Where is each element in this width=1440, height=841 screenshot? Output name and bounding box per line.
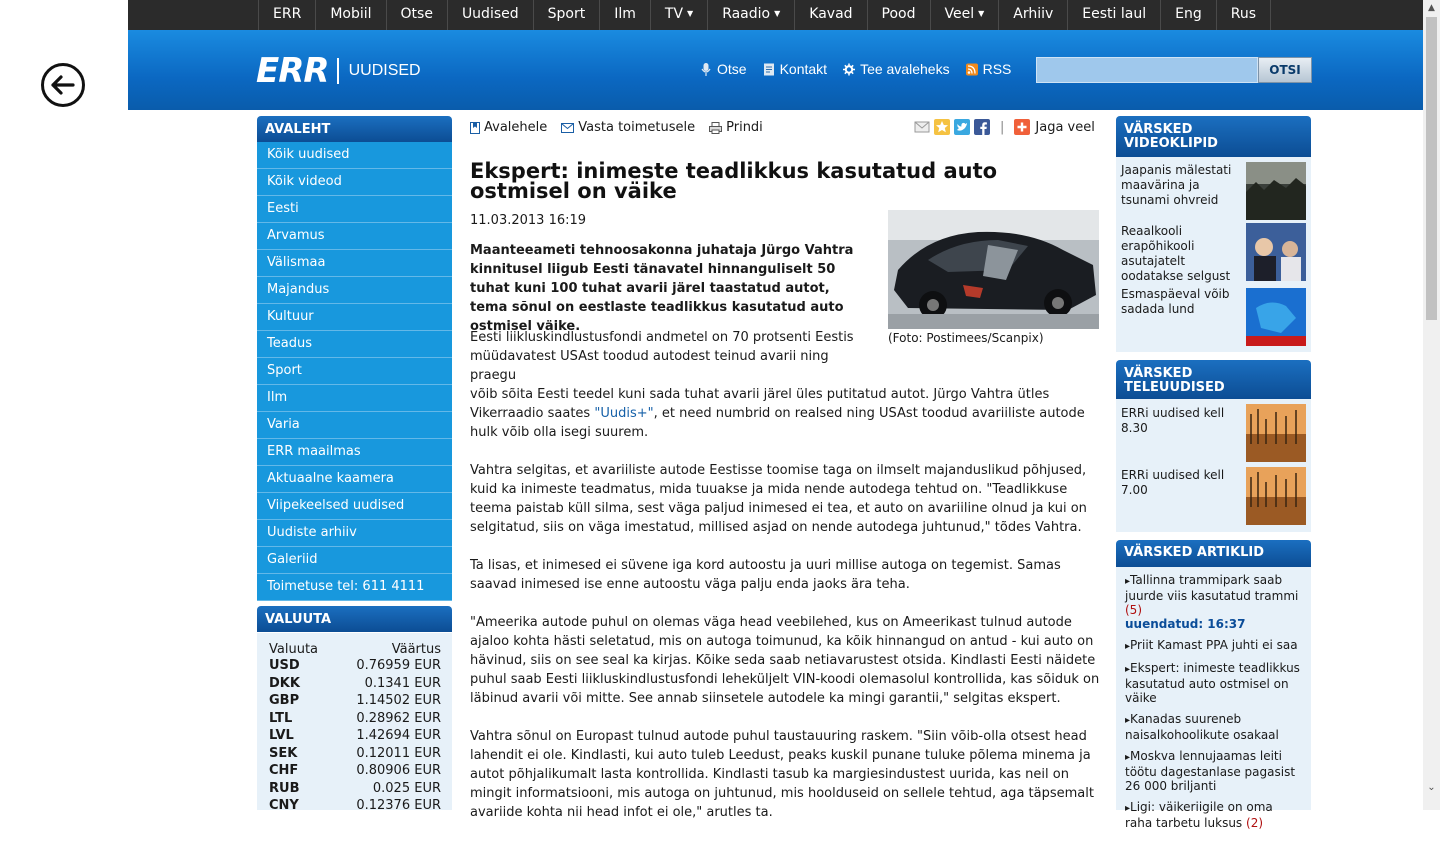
article-paragraph-1b: [470, 385, 1100, 442]
bullet-arrow-icon: ▸: [1125, 752, 1131, 763]
logo-text: ERR: [256, 51, 329, 91]
article-list-text: Kanadas suureneb naisalkohoolikute osakaal: [1125, 712, 1279, 742]
top-nav-item-rus[interactable]: [1217, 0, 1271, 30]
header-link-otse-label: Otse: [717, 61, 747, 77]
bookmark-icon: [470, 122, 480, 134]
header-link-kontakt-label: Kontakt: [779, 61, 828, 77]
chevron-down-icon: ▼: [774, 9, 781, 18]
photo-caption: (Foto: Postimees/Scanpix): [888, 331, 1044, 345]
currency-code: CNY: [269, 798, 299, 813]
bullet-arrow-icon: ▸: [1125, 576, 1131, 587]
videoclips-title: [1116, 116, 1311, 157]
top-nav-item-ilm[interactable]: [600, 0, 651, 30]
search-button[interactable]: OTSI: [1258, 57, 1312, 83]
header-link-rss[interactable]: [966, 61, 1012, 77]
err-logo[interactable]: [256, 51, 421, 91]
article-tools: [470, 120, 763, 135]
top-nav-label: ERR: [273, 6, 302, 22]
top-nav-item-tv[interactable]: [651, 0, 708, 30]
rss-icon: [966, 63, 978, 76]
videoclip-thumb-2[interactable]: [1246, 223, 1306, 281]
value-col-label: Väärtus: [391, 642, 441, 657]
arrow-left-icon: [50, 72, 76, 98]
sidebar-item[interactable]: Viipekeelsed uudised: [257, 493, 452, 520]
sidebar-item[interactable]: Aktuaalne kaamera: [257, 466, 452, 493]
teleuudised-thumb-1[interactable]: [1246, 404, 1306, 462]
article-paragraph-1a: Eesti liikluskindlustusfondi andmetel on 70 protsenti Eestis müüdavatest USAst toodud autodest teinud avarii ning praegu: [470, 330, 854, 383]
top-nav-item-otse[interactable]: [387, 0, 448, 30]
sidebar-item[interactable]: Uudiste arhiiv: [257, 520, 452, 547]
printer-icon: [709, 122, 722, 134]
facebook-icon[interactable]: [974, 119, 990, 135]
logo-separator: [337, 58, 339, 84]
print-link[interactable]: [709, 120, 763, 135]
sidebar-item[interactable]: Galeriid: [257, 547, 452, 574]
article-lead: Maanteeameti tehnoosakonna juhataja Jürgo Vahtra kinnitusel liigub Eesti tänavatel hinnanguliselt 50 tuhat kuni 100 tuhat avarii järel taastatud autot, tema sõnul on eestlaste teadlikkus kasutatud auto ostmisel väike.: [470, 243, 854, 334]
header-link-homepage[interactable]: [843, 61, 950, 77]
header-link-rss-label: RSS: [982, 61, 1012, 77]
top-navigation: [128, 0, 1423, 30]
sidebar-item[interactable]: Teadus: [257, 331, 452, 358]
article-paragraph-3: Ta lisas, et inimesed ei süvene iga kord autoostu ja uuri millise autoga on tegemist. Samas saavad inimesed ise enne autoostu väga palju enda jaoks ära teha.: [470, 558, 1061, 592]
top-nav-item-eesti-laul[interactable]: [1068, 0, 1161, 30]
top-nav-item-sport[interactable]: [534, 0, 601, 30]
article-paragraph-2: Vahtra selgitas, et avariiliste autode Eestisse toomise taga on ilmselt majanduslikud põhjused, kuid ka inimeste teadmatus, mida tuuakse ja mida nende autodega tehtud on. "Teadlikkuse teema paistab küll silma, sest väga paljud inimesed ei tea, et auto on avariiline olnud ja kui on selgitatud, siis on väga imestatud, millised asjad on nende autodega juhtunud," tõdes Vahtra.: [470, 463, 1087, 535]
sidebar-item[interactable]: Arvamus: [257, 223, 452, 250]
share-bar: [914, 119, 1095, 135]
left-panel: [0, 0, 128, 810]
article-list-text: Moskva lennujaamas leiti töötu dagestanlase pagasist 26 000 briljanti: [1125, 749, 1296, 793]
currency-value: 1.42694 EUR: [356, 728, 441, 743]
chevron-down-icon: ▼: [687, 9, 694, 18]
scrollbar-thumb[interactable]: [1426, 17, 1437, 320]
back-button[interactable]: [41, 63, 85, 107]
top-nav-item-eng[interactable]: [1161, 0, 1217, 30]
top-nav-label: Raadio: [722, 6, 771, 22]
top-nav-label: Veel: [944, 6, 975, 22]
gear-icon: [843, 63, 855, 76]
contact-card-icon: [763, 63, 775, 76]
top-nav-item-raadio[interactable]: [708, 0, 795, 30]
header-link-otse[interactable]: [700, 61, 747, 77]
sidebar-item[interactable]: ERR maailmas: [257, 439, 452, 466]
top-nav-label: Rus: [1230, 6, 1256, 22]
envelope-icon: [561, 123, 574, 133]
sidebar-item[interactable]: Kultuur: [257, 304, 452, 331]
top-nav-label: Arhiiv: [1013, 6, 1054, 22]
top-nav-label: Sport: [547, 6, 586, 22]
currency-row: [257, 710, 452, 728]
uudis-plus-link[interactable]: "Uudis+": [594, 406, 654, 421]
top-nav-label: Otse: [400, 6, 433, 22]
header-links: [700, 61, 1011, 77]
article-list-item[interactable]: [1125, 573, 1303, 631]
article-list-item[interactable]: [1125, 800, 1303, 830]
article-list-item[interactable]: [1125, 638, 1303, 654]
videoclip-thumb-1[interactable]: [1246, 162, 1306, 220]
teleuudised-item-2[interactable]: ERRi uudised kell 7.00: [1121, 468, 1225, 497]
currency-value: 0.1341 EUR: [364, 675, 441, 691]
bullet-arrow-icon: ▸: [1125, 715, 1131, 726]
article-body: [470, 328, 1100, 841]
site-header: [128, 30, 1423, 110]
chevron-down-icon: ▼: [978, 9, 985, 18]
article-list-text: Priit Kamast PPA juhti ei saa: [1130, 638, 1298, 652]
currency-header: [257, 633, 452, 657]
top-nav-list: [258, 0, 1271, 30]
videoclips-title-line2: VIDEOKLIPID: [1124, 136, 1218, 151]
sidebar-item[interactable]: Toimetuse tel: 611 4111: [257, 574, 452, 601]
paragraph-1-text-b: , et need numbrid on realsed ning USAst toodud avariiliste autode hulk võib olla isegi suurem.: [470, 406, 1085, 440]
header-link-homepage-label: Tee avaleheks: [860, 61, 950, 77]
teleuudised-title: [1116, 360, 1311, 399]
currency-table: [257, 633, 452, 813]
sidebar-item[interactable]: Majandus: [257, 277, 452, 304]
top-nav-item-err[interactable]: [258, 0, 316, 30]
email-share-icon[interactable]: [914, 119, 930, 135]
comment-count[interactable]: (5): [1125, 603, 1142, 617]
sidebar-item[interactable]: Välismaa: [257, 250, 452, 277]
crashed-car-image: [888, 210, 1099, 329]
bullet-arrow-icon: ▸: [1125, 803, 1131, 814]
scroll-up-icon[interactable]: ▲: [1428, 3, 1435, 13]
top-nav-label: Mobiil: [330, 6, 372, 22]
top-nav-item-kavad[interactable]: [795, 0, 867, 30]
page-scrollbar[interactable]: [1423, 0, 1440, 810]
article-paragraph-4: "Ameerika autode puhul on olemas väga head veebilehed, kus on Ameerikast tulnud autode ajaloo kohta hästi seletatud, mis on autoga toimunud, ka kõik hinnangud on antud - kui auto on hävinud, siis on see seal ka kirjas. Kõike seda saab netiavarustest otsida. Kindlasti Eesti näidete puhul saab Eesti liikluskindlustusfondi leheküljelt VIN-koodi olemasolul kontrollida, kas sõiduk on läbinud avarii või mitte. See annab siinsetele autodele ka mingi garantii," selgitas ekspert.: [470, 615, 1100, 706]
plus-share-icon: [1014, 119, 1030, 135]
sidebar-nav: [257, 142, 452, 601]
article-list-item[interactable]: [1125, 661, 1303, 705]
currency-code: DKK: [269, 675, 300, 691]
currency-value: 0.76959 EUR: [356, 658, 441, 673]
teleuudised-box: [1116, 399, 1311, 532]
currency-code: LVL: [269, 728, 294, 743]
article-list-item[interactable]: [1125, 712, 1303, 742]
videoclips-box: [1116, 157, 1311, 352]
teleuudised-title-line1: VÄRSKED: [1124, 366, 1193, 381]
sidebar-item[interactable]: Kõik videod: [257, 169, 452, 196]
search-input[interactable]: [1036, 57, 1258, 83]
currency-code: RUB: [269, 780, 300, 796]
top-nav-item-veel[interactable]: [931, 0, 1000, 30]
reply-editor-link[interactable]: [561, 120, 695, 135]
top-nav-item-arhiiv[interactable]: [999, 0, 1068, 30]
article-paragraph-5: Vahtra sõnul on Europast tulnud autode puhul taustauuring raskem. "Siin võib-olla otsest head lahendit ei ole. Kindlasti, kui auto tuleb Leedust, peaks kuskil punane tuluke põlema minema ja autot põhjalikumalt lasta kontrollida. Kindlasti tasub ka margiesindustest uurida, kas neil on mingit informatsiooni, mis autoga on juhtunud, mis hoolduseid on sellele tehtud, aga täpsemalt avariide kohta nii head infot ei ole," arutles ta.: [470, 729, 1094, 820]
article-title: Ekspert: inimeste teadlikkus kasutatud auto ostmisel on väike: [470, 159, 998, 203]
currency-code: LTL: [269, 710, 293, 726]
videoclip-item-1[interactable]: Jaapanis mälestati maavärina ja tsunami ohvreid: [1121, 163, 1232, 207]
top-nav-label: Uudised: [461, 6, 519, 22]
paragraph-1-text-a: võib sõita Eesti teedel kuni sada tuhat avarii järel üles putitatud autot. Jürgo Vahtra ütles Vikerraadio saates: [470, 387, 1050, 421]
article-list-text: Tallinna trammipark saab juurde viis kasutatud trammi: [1125, 573, 1299, 603]
currency-rows: [257, 657, 452, 815]
top-nav-label: Ilm: [614, 6, 636, 22]
article-list-text: Ligi: väikeriigile on oma raha tarbetu luksus: [1125, 800, 1273, 830]
home-link-label: Avalehele: [484, 120, 548, 135]
article-list-text: Ekspert: inimeste teadlikkus kasutatud auto ostmisel on väike: [1125, 661, 1300, 705]
share-more-label: Jaga veel: [1035, 119, 1095, 135]
header-link-kontakt[interactable]: [763, 61, 827, 77]
reply-editor-label: Vasta toimetusele: [578, 120, 696, 135]
currency-code: GBP: [269, 693, 300, 708]
currency-row: [257, 727, 452, 745]
article-photo[interactable]: [888, 210, 1099, 329]
updated-time: uuendatud: 16:37: [1125, 617, 1246, 631]
top-nav-item-pood[interactable]: [868, 0, 931, 30]
sidebar-item[interactable]: Varia: [257, 412, 452, 439]
article-date: 11.03.2013 16:19: [470, 213, 587, 228]
twitter-icon[interactable]: [954, 119, 970, 135]
currency-row: [257, 780, 452, 798]
sidebar-item[interactable]: Sport: [257, 358, 452, 385]
top-nav-label: Pood: [881, 6, 916, 22]
currency-row: [257, 745, 452, 763]
currency-code: CHF: [269, 763, 299, 778]
currency-value: 0.12376 EUR: [356, 798, 441, 813]
article-list: [1116, 567, 1311, 830]
artiklid-title: VÄRSKED ARTIKLID: [1116, 540, 1311, 567]
currency-row: [257, 692, 452, 710]
sidebar-title: AVALEHT: [257, 116, 452, 142]
videoclip-thumb-3[interactable]: [1246, 288, 1306, 346]
top-nav-label: Eng: [1175, 6, 1202, 22]
currency-value: 0.80906 EUR: [356, 763, 441, 778]
top-nav-label: Eesti laul: [1082, 6, 1147, 22]
artiklid-box: [1116, 567, 1311, 830]
teleuudised-title-line2: TELEUUDISED: [1124, 380, 1225, 395]
teleuudised-thumb-2[interactable]: [1246, 467, 1306, 525]
currency-value: 1.14502 EUR: [356, 693, 441, 708]
top-nav-item-mobiil[interactable]: [316, 0, 386, 30]
microphone-icon: [700, 63, 712, 76]
teleuudised-item-1[interactable]: ERRi uudised kell 8.30: [1121, 406, 1225, 435]
share-divider: |: [1000, 119, 1005, 135]
videoclip-item-2[interactable]: Reaalkooli erapõhikooli asutajatelt oodatakse selgust: [1121, 224, 1231, 283]
currency-title: VALUUTA: [257, 606, 452, 632]
videoclip-item-3[interactable]: Esmaspäeval võib sadada lund: [1121, 287, 1230, 316]
top-nav-label: TV: [664, 6, 684, 22]
currency-row: [257, 762, 452, 780]
currency-code: SEK: [269, 745, 298, 761]
currency-value: 0.12011 EUR: [356, 745, 441, 761]
videoclips-title-line1: VÄRSKED: [1124, 122, 1193, 137]
favorite-star-icon[interactable]: [934, 119, 950, 135]
sidebar-item[interactable]: Ilm: [257, 385, 452, 412]
scroll-down-icon[interactable]: ⌄: [1427, 782, 1436, 793]
top-nav-label: Kavad: [809, 6, 853, 22]
currency-row: [257, 797, 452, 815]
bullet-arrow-icon: ▸: [1125, 664, 1131, 675]
currency-row: [257, 657, 452, 675]
share-more-button[interactable]: [1014, 119, 1094, 135]
bullet-arrow-icon: ▸: [1125, 641, 1131, 652]
section-name: UUDISED: [348, 62, 421, 79]
currency-value: 0.28962 EUR: [356, 710, 441, 726]
top-nav-item-uudised[interactable]: [448, 0, 534, 30]
comment-count[interactable]: (2): [1246, 816, 1264, 830]
print-label: Prindi: [726, 120, 763, 135]
sidebar-item[interactable]: Eesti: [257, 196, 452, 223]
currency-code: USD: [269, 658, 300, 673]
sidebar-item[interactable]: Kõik uudised: [257, 142, 452, 169]
currency-value: 0.025 EUR: [372, 780, 441, 796]
article-list-item[interactable]: [1125, 749, 1303, 793]
currency-col-label: Valuuta: [269, 642, 319, 657]
home-link[interactable]: [470, 120, 547, 135]
currency-row: [257, 675, 452, 693]
